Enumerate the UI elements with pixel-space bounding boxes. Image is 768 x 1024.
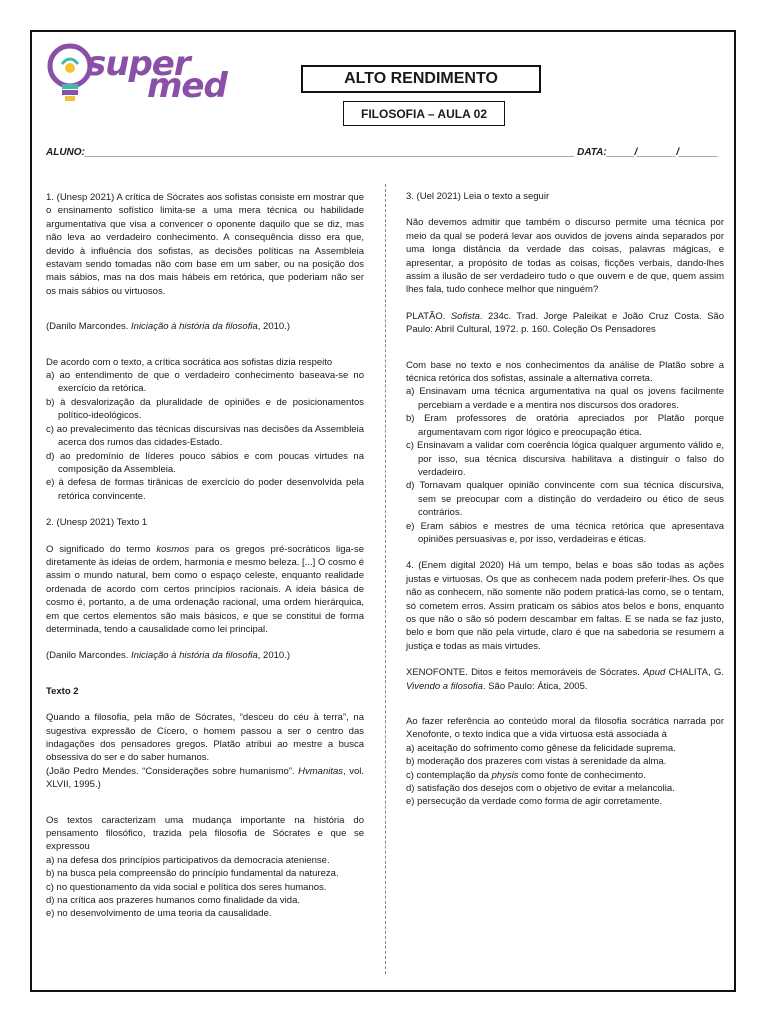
- question-3-option-a[interactable]: a) Ensinavam uma técnica argumentativa na qual os jovens facilmente percebiam a verdade e a mentira nos discursos dos oradores.: [406, 386, 724, 411]
- question-4-statement: 4. (Enem digital 2020) Há um tempo, belas e boas são todas as ações justas e virtuosas. Os que as conhecem nada podem preferir-lhes. Os que não as conhecem, não somente não podem praticá-las como, se o tentam, só cometem erros. Assim praticam os sábios atos belos e bons, enquanto os que não o são só podem descambar em faltas. E se nada se faz justo, belo e bom que não pela virtude, claro é que na sabedoria se resumem a justiça e todas as mais virtudes.: [406, 560, 724, 652]
- question-2-source: (Danilo Marcondes. Iniciação à história da filosofia, 2010.): [46, 650, 290, 662]
- page-title: ALTO RENDIMENTO: [301, 65, 541, 93]
- brand-word-super: super: [86, 44, 190, 84]
- question-1-option-b[interactable]: b) à desvalorização da pluralidade de opiniões e de posicionamentos político-ideológicos.: [46, 396, 364, 422]
- student-name-field[interactable]: ________________________________________________________________________________________: [84, 147, 575, 158]
- question-4-source: XENOFONTE. Ditos e feitos memoráveis de Sócrates. Apud CHALITA, G. Vivendo a filosofia. São Paulo: Ática, 2005.: [406, 667, 724, 692]
- question-2-option-d[interactable]: d) na crítica aos prazeres humanos como finalidade da vida.: [46, 895, 300, 907]
- question-2-heading: 2. (Unesp 2021) Texto 1: [46, 517, 148, 529]
- question-1-option-a[interactable]: a) ao entendimento de que o verdadeiro conhecimento baseava-se no exercício da retórica.: [46, 370, 364, 395]
- question-3-text: Não devemos admitir que também o discurso permite uma técnica por meio da qual se poderá levar aos ouvidos de jovens ainda separados por uma longa distância da verdade das coisas, palavras mágicas, e apresentar, a propósito de todas as coisas, ficções verbais, dando-lhes assim a ilusão de ser verdadeiro tudo o que ouvem e de que, quem assim lhes fala, tudo conhece melhor que ninguém?: [406, 217, 724, 296]
- question-3-option-d[interactable]: d) Tornavam qualquer opinião convincente com sua técnica discursiva, sem se preocupar com a distinção do verdadeiro ou ético de seus contrários.: [406, 480, 724, 519]
- question-3-option-e[interactable]: e) Eram sábios e mestres de uma técnica retórica que apresentava opiniões persuasivas e, por isso, verdadeiras e éticas.: [406, 520, 724, 545]
- question-4-prompt: Ao fazer referência ao conteúdo moral da filosofia socrática narrada por Xenofonte, o texto indica que a vida virtuosa está associada à: [406, 716, 724, 741]
- question-3-option-b[interactable]: b) Eram professores de oratória apreciados por Platão porque argumentavam com rigor lógico e preocupação ética.: [406, 413, 724, 438]
- question-2-option-e[interactable]: e) no desenvolvimento de uma teoria da causalidade.: [46, 908, 272, 920]
- question-1-option-d[interactable]: d) ao predomínio de líderes pouco sábios e com poucas virtudes na composição da Assembleia.: [46, 450, 364, 475]
- question-4-option-b[interactable]: b) moderação dos prazeres com vistas à serenidade da alma.: [406, 756, 667, 768]
- question-1-option-c[interactable]: c) ao prevalecimento das técnicas discursivas nas decisões da Assembleia acerca dos rumos das cidades-Estado.: [46, 423, 364, 449]
- texto-2-source: (João Pedro Mendes. “Considerações sobre humanismo”. Hvmanitas, vol. XLVII, 1995.): [46, 765, 365, 791]
- brand-word-med: med: [147, 66, 227, 106]
- question-1-option-e[interactable]: e) à defesa de formas tirânicas de exercício do poder desenvolvida pela retórica convincente.: [46, 477, 364, 502]
- question-2-prompt: Os textos caracterizam uma mudança importante na história do pensamento filosófico, trazida pela filosofia de Sócrates e que se expressou: [46, 814, 364, 853]
- question-3-option-c[interactable]: c) Ensinavam a validar com coerência lógica qualquer argumento válido e, por isso, sua técnica discursiva habilitava a distinguir o falso do verdadeiro.: [406, 440, 724, 478]
- question-2-option-b[interactable]: b) na busca pela compreensão do princípio fundamental da natureza.: [46, 868, 339, 880]
- date-field[interactable]: _____/_______/_______: [606, 147, 718, 158]
- question-1-source: (Danilo Marcondes. Iniciação à história da filosofia, 2010.): [46, 321, 290, 333]
- student-name-label: ALUNO:: [46, 147, 85, 158]
- student-info-row: [46, 147, 726, 158]
- question-2-option-a[interactable]: a) na defesa dos princípios participativos da democracia ateniense.: [46, 854, 330, 866]
- question-3-prompt: Com base no texto e nos conhecimentos da análise de Platão sobre a técnica retórica dos sofistas, assinale a alternativa correta.: [406, 359, 724, 385]
- texto-2-body: Quando a filosofia, pela mão de Sócrates, “desceu do céu à terra”, na sugestiva expressão de Cícero, o homem passou a ser o centro das indagações dos pensadores gregos. Platão atribui ao mestre a busca obsessiva do ser e do saber humanos.: [46, 712, 364, 764]
- question-1-statement: 1. (Unesp 2021) A crítica de Sócrates aos sofistas consiste em mostrar que o ensinamento sofístico limita-se a uma mera técnica ou habilidade argumentativa que visa a convencer o oponente daquilo que se diz, mas não leva ao verdadeiro conhecimento. A consequência disso era que, devido à influência dos sofistas, as decisões políticas na Assembleia estavam sendo tomadas não com base em um saber, ou na posição dos mais sábios, mas na dos mais hábeis em retórica, que poderiam não ser os mais sábios ou virtuosos.: [46, 192, 365, 297]
- question-4-option-d[interactable]: d) satisfação dos desejos com o objetivo de evitar a melancolia.: [406, 783, 675, 795]
- question-4-option-c[interactable]: c) contemplação da physis como fonte de conhecimento.: [406, 769, 646, 781]
- question-1-prompt: De acordo com o texto, a crítica socrática aos sofistas dizia respeito: [46, 356, 333, 368]
- page-subtitle: FILOSOFIA – AULA 02: [343, 101, 505, 126]
- left-column: [46, 191, 364, 921]
- question-2-text-1: O significado do termo kosmos para os gregos pré-socráticos liga-se diretamente às ideias de ordem, harmonia e mesmo beleza. [...] O cosmo é assim o mundo natural, bem como o espaço celeste, enquanto realidade ordenada de acordo com certos princípios racionais. A ideia básica de cosmo é, portanto, a de uma ordenação racional, uma ordem hierárquica, em que certos elementos são mais básicos, e que se constitui de forma determinada, tendo a causalidade como lei principal.: [46, 543, 365, 635]
- question-3-source: PLATÃO. Sofista. 234c. Trad. Jorge Paleikat e João Cruz Costa. São Paulo: Abril Cultural, 1972. p. 160. Coleção Os Pensadores: [406, 310, 724, 336]
- right-column: [406, 190, 724, 809]
- texto-2-heading: Texto 2: [46, 685, 79, 697]
- date-label: DATA:: [577, 147, 607, 158]
- column-divider: [385, 184, 386, 974]
- question-4-option-e[interactable]: e) persecução da verdade como forma de agir corretamente.: [406, 796, 663, 808]
- question-2-option-c[interactable]: c) no questionamento da vida social e política dos seres humanos.: [46, 881, 327, 893]
- question-3-heading: 3. (Uel 2021) Leia o texto a seguir: [406, 191, 550, 202]
- question-4-option-a[interactable]: a) aceitação do sofrimento como gênese da felicidade suprema.: [406, 742, 676, 754]
